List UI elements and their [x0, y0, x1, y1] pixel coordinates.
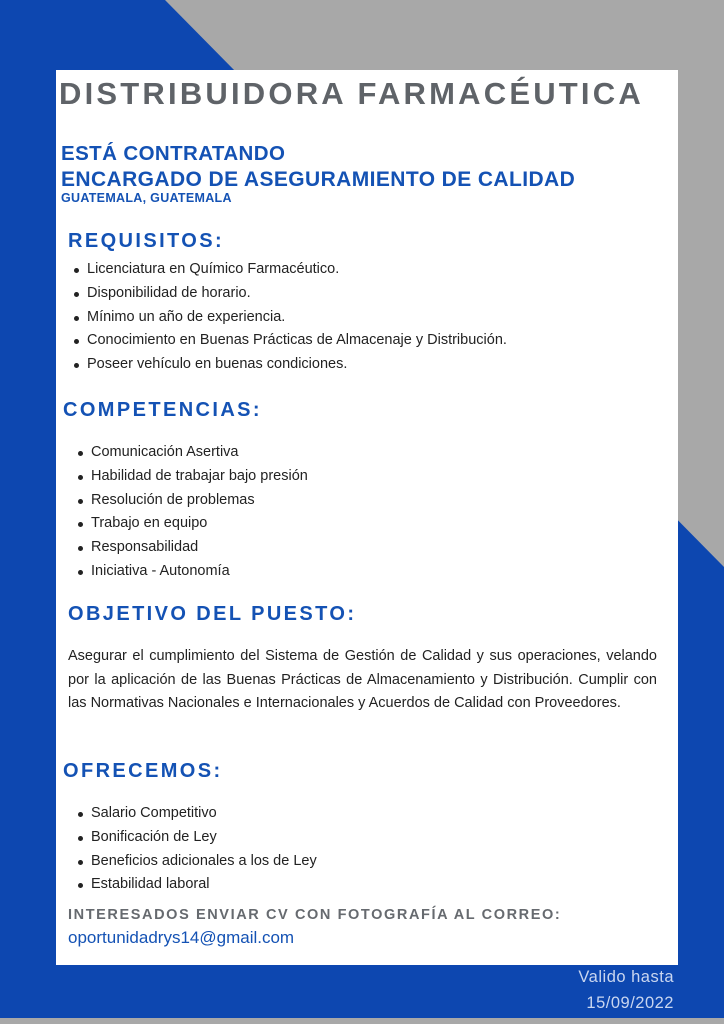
objective-text: Asegurar el cumplimiento del Sistema de Gestión de Calidad y sus operaciones, velando por la aplicación de las Buenas Prácticas de Almacenamiento y Distribución. Cumplir con las Normativas Nacionales e Internacionales y Acuerdos de Calidad con Proveedores. [68, 648, 657, 711]
list-item: Beneficios adicionales a los de Ley [76, 850, 317, 874]
validity-date: 15/09/2022 [586, 994, 674, 1012]
list-item: Bonificación de Ley [76, 826, 317, 850]
competencies-heading: COMPETENCIAS: [63, 399, 262, 421]
list-item: Responsabilidad [76, 536, 308, 560]
bottom-bar [0, 1018, 724, 1024]
list-item: Habilidad de trabajar bajo presión [76, 465, 308, 489]
requirements-list [72, 258, 507, 377]
location: GUATEMALA, GUATEMALA [61, 191, 232, 205]
job-posting-card [56, 70, 678, 965]
contact-email[interactable]: oportunidadrys14@gmail.com [68, 928, 295, 947]
competencies-list [76, 441, 308, 584]
list-item: Disponibilidad de horario. [72, 282, 507, 306]
list-item: Iniciativa - Autonomía [76, 560, 308, 584]
offer-heading: OFRECEMOS: [63, 760, 223, 782]
hiring-label: ESTÁ CONTRATANDO [61, 142, 286, 165]
list-item: Conocimiento en Buenas Prácticas de Almacenaje y Distribución. [72, 329, 507, 353]
list-item: Resolución de problemas [76, 489, 308, 513]
offer-list [76, 802, 317, 897]
validity-label: Valido hasta [578, 968, 674, 986]
list-item: Estabilidad laboral [76, 873, 317, 897]
validity-note [578, 964, 674, 1016]
objective-heading: OBJETIVO DEL PUESTO: [68, 603, 357, 625]
list-item: Poseer vehículo en buenas condiciones. [72, 353, 507, 377]
list-item: Comunicación Asertiva [76, 441, 308, 465]
list-item: Mínimo un año de experiencia. [72, 306, 507, 330]
company-name: DISTRIBUIDORA FARMACÉUTICA [59, 76, 644, 111]
list-item: Trabajo en equipo [76, 512, 308, 536]
position-title: ENCARGADO DE ASEGURAMIENTO DE CALIDAD [61, 168, 576, 191]
requirements-heading: REQUISITOS: [68, 230, 225, 252]
contact-instructions: INTERESADOS ENVIAR CV CON FOTOGRAFÍA AL CORREO: [68, 907, 562, 923]
list-item: Salario Competitivo [76, 802, 317, 826]
list-item: Licenciatura en Químico Farmacéutico. [72, 258, 507, 282]
